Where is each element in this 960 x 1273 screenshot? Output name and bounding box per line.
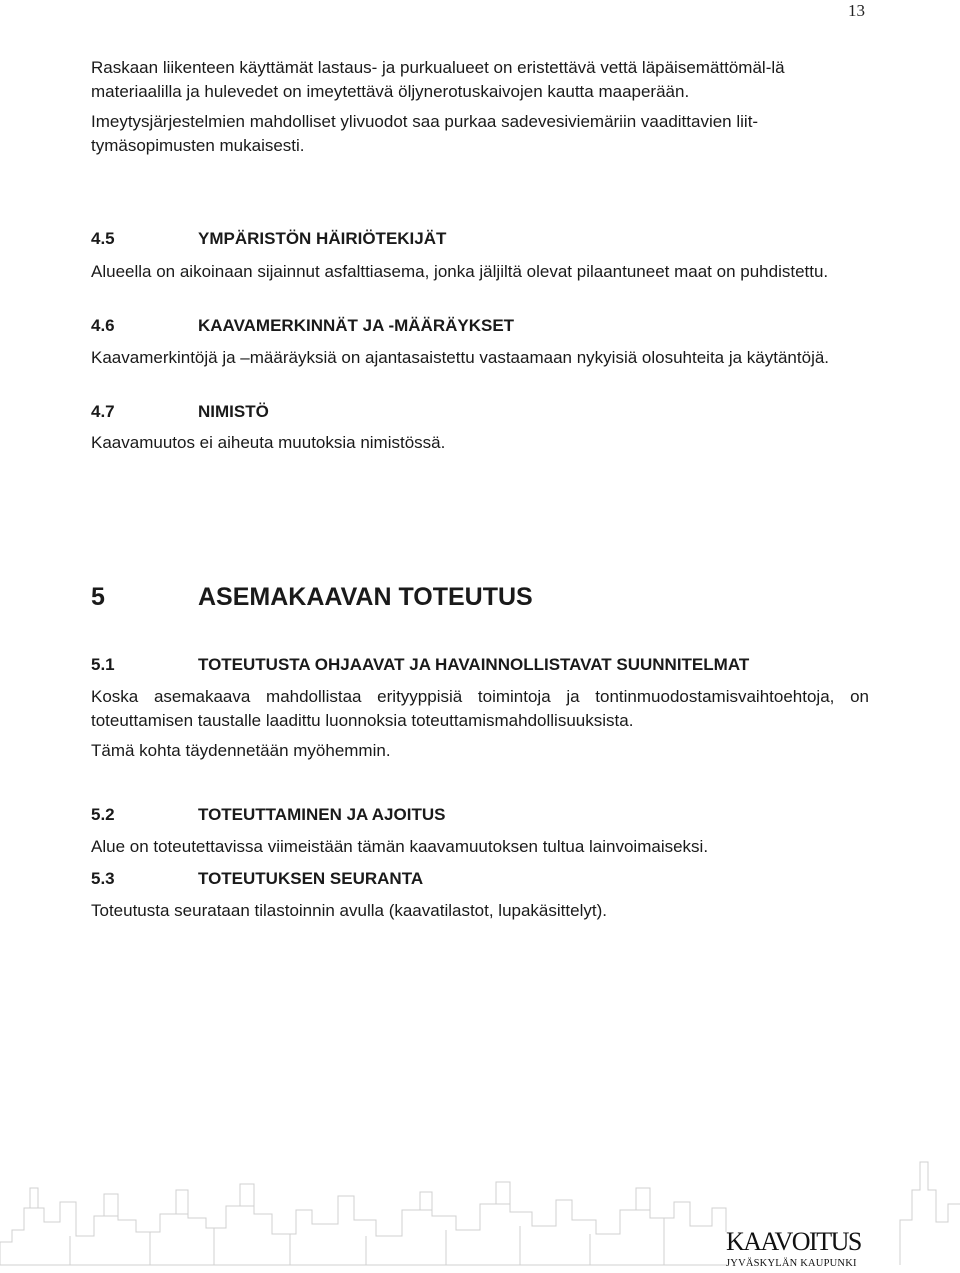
page-number: 13: [848, 1, 865, 20]
section-title: TOTEUTUSTA OHJAAVAT JA HAVAINNOLLISTAVAT SUUNNITELMAT: [198, 655, 750, 674]
section-4-7-heading: [91, 400, 869, 424]
section-title: KAAVAMERKINNÄT JA -MÄÄRÄYKSET: [198, 316, 515, 335]
section-5-1-heading: [91, 653, 869, 677]
section-title: TOTEUTUKSEN SEURANTA: [198, 869, 424, 888]
section-title: YMPÄRISTÖN HÄIRIÖTEKIJÄT: [198, 229, 447, 248]
chapter-5-heading: [91, 582, 869, 612]
section-4-6-heading: [91, 314, 869, 338]
section-title: TOTEUTTAMINEN JA AJOITUS: [198, 805, 446, 824]
section-4-5-heading: [91, 227, 869, 251]
kaavoitus-logo: [726, 1229, 926, 1271]
section-5-2-heading: [91, 803, 869, 827]
brand-subtitle: JYVÄSKYLÄN KAUPUNKI: [726, 1258, 857, 1269]
section-5-2-text: Alue on toteutettavissa viimeistään tämän kaavamuutoksen tultua lainvoimaiseksi.: [91, 837, 709, 856]
section-5-3-text: Toteutusta seurataan tilastoinnin avulla (kaavatilastot, lupakäsittelyt).: [91, 901, 607, 920]
chapter-title: ASEMAKAAVAN TOTEUTUS: [198, 583, 533, 611]
section-number: 4.6: [91, 316, 115, 335]
section-4-5-text: Alueella on aikoinaan sijainnut asfalttiasema, jonka jäljiltä olevat pilaantuneet maat on puhdistettu.: [91, 262, 829, 281]
brand-name: KAAVOITUS: [726, 1227, 861, 1256]
section-title: NIMISTÖ: [198, 402, 269, 421]
section-5-3-heading: [91, 867, 869, 891]
intro-paragraph-2: Imeytysjärjestelmien mahdolliset ylivuodot saa purkaa sadevesiviemäriin vaadittavien liit-tymäsopimusten mukaisesti.: [91, 112, 759, 155]
section-4-6-text: Kaavamerkintöjä ja –määräyksiä on ajantasaistettu vastaamaan nykyisiä olosuhteita ja käytäntöjä.: [91, 348, 830, 367]
section-5-1-text-2: Tämä kohta täydennetään myöhemmin.: [91, 741, 391, 760]
chapter-number: 5: [91, 583, 105, 611]
section-number: 4.7: [91, 402, 115, 421]
section-4-7-text: Kaavamuutos ei aiheuta muutoksia nimistössä.: [91, 433, 446, 452]
section-5-1-text: Koska asemakaava mahdollistaa erityyppisiä toimintoja ja tontinmuodostamisvaihtoehtoja, on toteuttamisen taustalle laadittu luonnoksia toteuttamismahdollisuuksista.: [91, 687, 869, 730]
section-number: 5.1: [91, 655, 115, 674]
section-number: 5.3: [91, 869, 115, 888]
section-number: 4.5: [91, 229, 115, 248]
intro-paragraph-1: Raskaan liikenteen käyttämät lastaus- ja purkualueet on eristettävä vettä läpäisemättömäl-lä materiaalilla ja hulevedet on imeytettävä öljynerotuskaivojen kautta maaperään.: [91, 58, 785, 101]
section-number: 5.2: [91, 805, 115, 824]
